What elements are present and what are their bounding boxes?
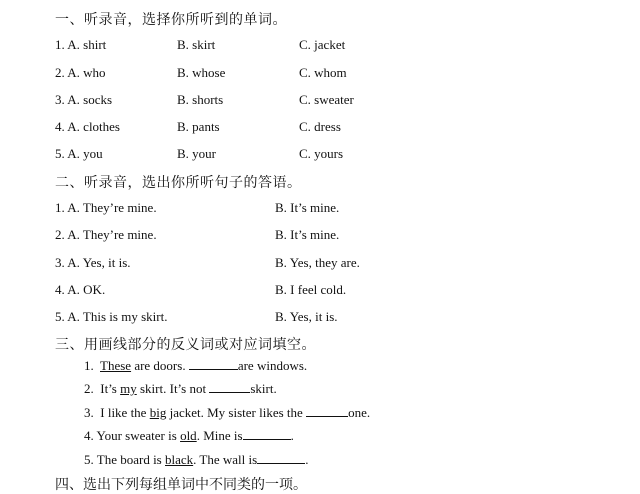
- sentence-text: skirt. It’s not: [136, 381, 210, 396]
- option-a: 1. A. They’re mine.: [55, 200, 157, 215]
- option-b: B. It’s mine.: [275, 227, 340, 242]
- underlined-word: my: [120, 381, 137, 396]
- fill-in-sentence: [84, 381, 277, 397]
- sentence-text: . Mine is: [196, 428, 243, 443]
- section-2-row: [0, 309, 640, 327]
- sentence-text: 1.: [84, 358, 101, 373]
- fill-in-sentence: [84, 428, 294, 444]
- option-b: B. It’s mine.: [275, 200, 340, 215]
- option-a: 3. A. Yes, it is.: [55, 255, 131, 270]
- section-3-title: 三、用画线部分的反义词或对应词填空。: [55, 337, 316, 353]
- option-b: B. whose: [177, 65, 226, 80]
- section-2-row: [0, 282, 640, 300]
- option-c: C. dress: [299, 119, 341, 134]
- section-2-row: [0, 200, 640, 218]
- option-a: 4. A. clothes: [55, 119, 120, 134]
- section-2-row: [0, 255, 640, 273]
- option-a: 4. A. OK.: [55, 282, 106, 297]
- option-b: B. Yes, they are.: [275, 255, 360, 270]
- answer-blank[interactable]: [189, 358, 238, 370]
- option-a: 5. A. you: [55, 146, 103, 161]
- section-1-row: [0, 146, 640, 164]
- answer-blank[interactable]: [209, 381, 250, 393]
- option-b: B. Yes, it is.: [275, 309, 338, 324]
- underlined-word: old: [180, 428, 197, 443]
- sentence-text: . The wall is: [193, 452, 258, 467]
- option-c: C. jacket: [299, 37, 346, 52]
- section-1-title: 一、听录音，选择你所听到的单词。: [55, 12, 287, 28]
- section-1-row: [0, 92, 640, 110]
- section-1-row: [0, 65, 640, 83]
- fill-in-sentence: [84, 405, 370, 421]
- answer-blank[interactable]: [257, 452, 305, 464]
- answer-blank[interactable]: [306, 405, 348, 417]
- underlined-word: These: [100, 358, 132, 373]
- sentence-text: .: [290, 428, 294, 443]
- option-a: 5. A. This is my skirt.: [55, 309, 168, 324]
- option-a: 3. A. socks: [55, 92, 113, 107]
- option-a: 2. A. They’re mine.: [55, 227, 157, 242]
- sentence-text: jacket. My sister likes the: [166, 405, 307, 420]
- sentence-text: 5. The board is: [84, 452, 165, 467]
- section-1-row: [0, 37, 640, 55]
- sentence-text: 3. I like the: [84, 405, 150, 420]
- sentence-text: 2. It’s: [84, 381, 121, 396]
- answer-blank[interactable]: [243, 428, 291, 440]
- fill-in-sentence: [84, 358, 307, 374]
- section-1-row: [0, 119, 640, 137]
- option-b: B. pants: [177, 119, 220, 134]
- option-b: B. skirt: [177, 37, 216, 52]
- option-a: 1. A. shirt: [55, 37, 107, 52]
- option-b: B. shorts: [177, 92, 224, 107]
- option-b: B. your: [177, 146, 216, 161]
- option-c: C. sweater: [299, 92, 354, 107]
- fill-in-sentence: [84, 452, 308, 468]
- option-c: C. yours: [299, 146, 344, 161]
- sentence-text: skirt.: [250, 381, 277, 396]
- sentence-text: one.: [348, 405, 371, 420]
- sentence-text: .: [305, 452, 309, 467]
- section-2-title: 二、听录音，选出你所听句子的答语。: [55, 175, 302, 191]
- sentence-text: 4. Your sweater is: [84, 428, 181, 443]
- option-c: C. whom: [299, 65, 347, 80]
- option-b: B. I feel cold.: [275, 282, 347, 297]
- underlined-word: black: [165, 452, 194, 467]
- sentence-text: are doors.: [131, 358, 189, 373]
- option-a: 2. A. who: [55, 65, 106, 80]
- sentence-text: are windows.: [237, 358, 308, 373]
- section-2-row: [0, 227, 640, 245]
- section-4-title: 四、选出下列每组单词中不同类的一项。: [55, 477, 307, 493]
- underlined-word: big: [149, 405, 167, 420]
